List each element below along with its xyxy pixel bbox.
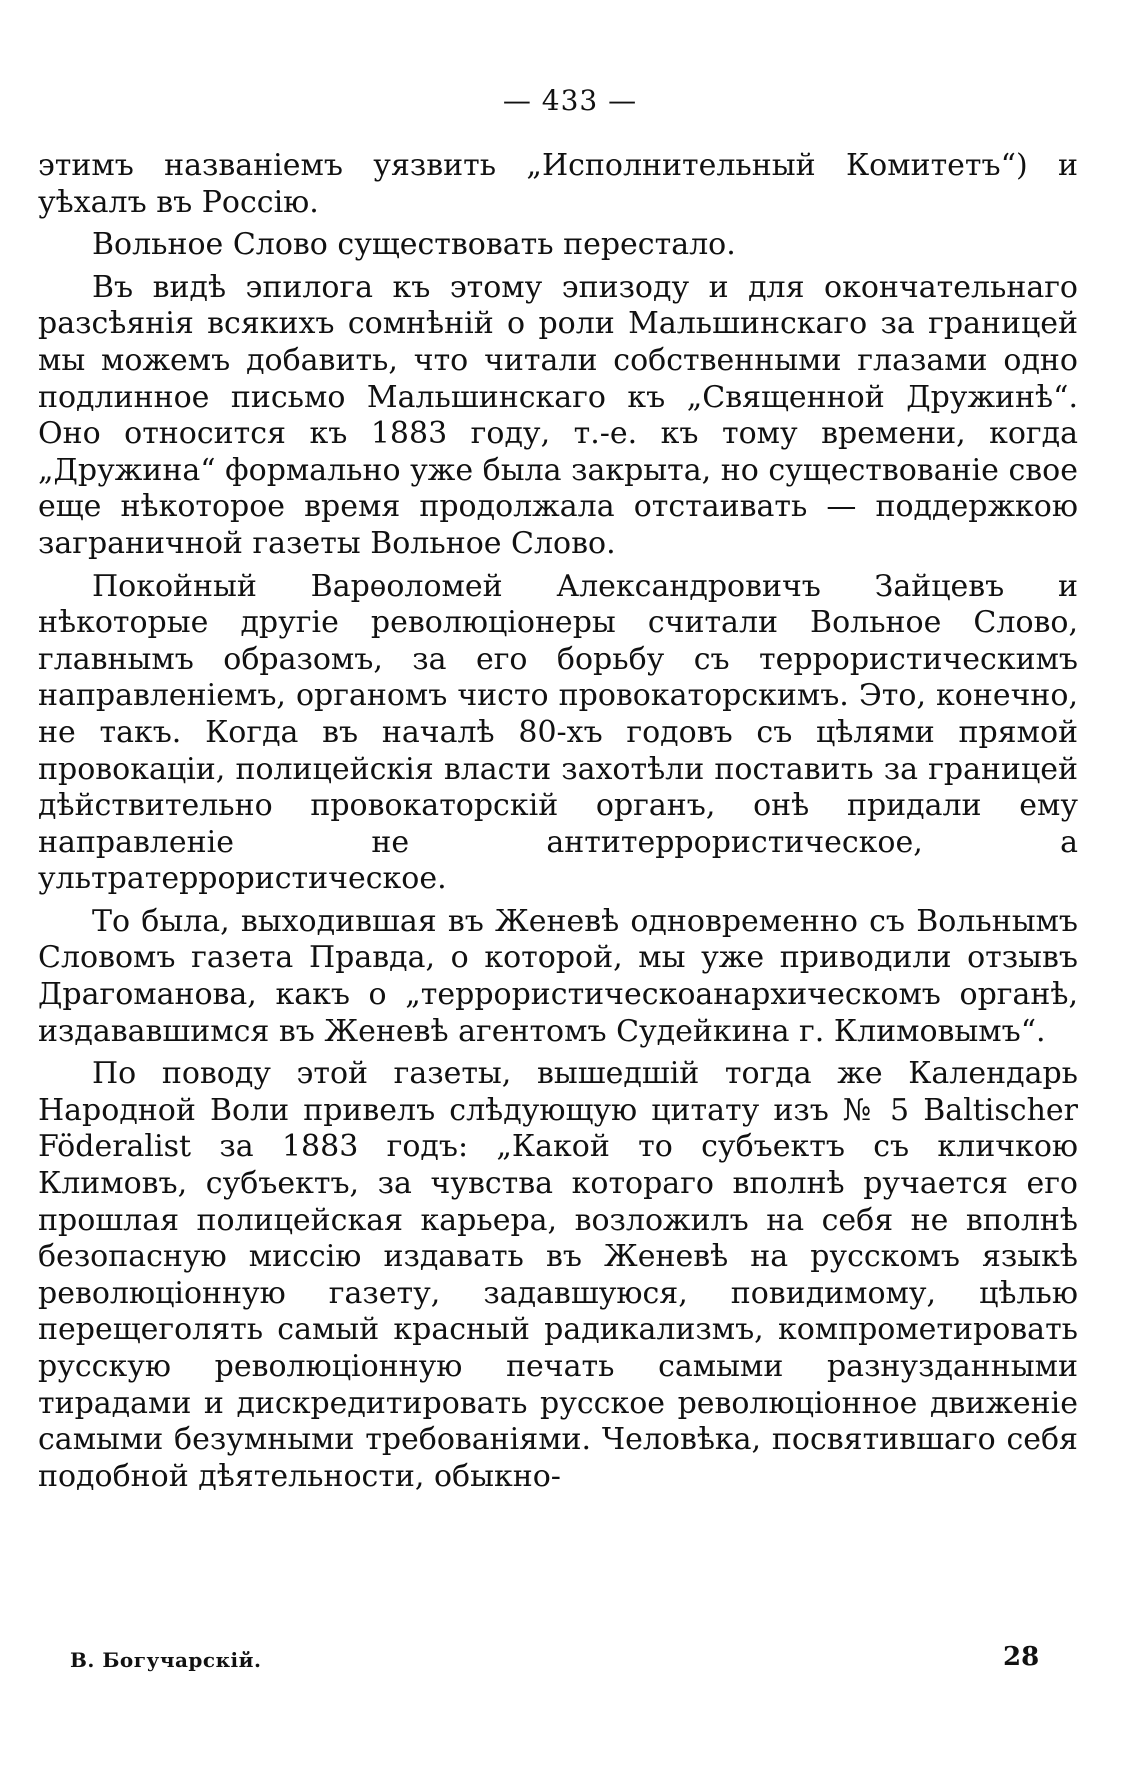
body-text xyxy=(38,148,1078,1501)
paragraph: По поводу этой газеты, вышедшій тогда же Календарь Народной Воли привелъ слѣдующую цитату изъ № 5 Baltischer Föderalist за 1883 годъ: „Какой то субъектъ съ кличкою Климовъ, субъектъ, за чувства котораго вполнѣ ручается его прошлая полицейская карьера, возложилъ на себя не вполнѣ безопасную миссію издавать въ Женевѣ на русскомъ языкѣ революціонную газету, задавшуюся, повидимому, цѣлью перещеголять самый красный радикализмъ, компрометировать русскую революціонную печать самыми разнузданными тирадами и дискредитировать русское революціонное движеніе самыми безумными требованіями. Человѣка, посвятившаго себя подобной дѣятельности, обыкно- xyxy=(38,1056,1078,1494)
footer-author: В. Богучарскій. xyxy=(70,1648,262,1672)
paragraph: Покойный Варѳоломей Александровичъ Зайцевъ и нѣкоторые другіе революціонеры считали Вольное Слово, главнымъ образомъ, за его борьбу съ террористическимъ направленіемъ, органомъ чисто провокаторскимъ. Это, конечно, не такъ. Когда въ началѣ 80-хъ годовъ съ цѣлями прямой провокаціи, полицейскія власти захотѣли поставить за границей дѣйствительно провокаторскій органъ, онѣ придали ему направленіе не антитеррористическое, а ультратеррористическое. xyxy=(38,568,1078,897)
page-number: — 433 — xyxy=(502,84,638,117)
paragraph: То была, выходившая въ Женевѣ одновременно съ Вольнымъ Словомъ газета Правда, о которой, мы уже приводили отзывъ Драгоманова, какъ о „террористическоанархическомъ органѣ, издававшимся въ Женевѣ агентомъ Судейкина г. Климовымъ“. xyxy=(38,903,1078,1049)
signature-mark: 28 xyxy=(1003,1642,1040,1672)
paragraph: Въ видѣ эпилога къ этому эпизоду и для окончательнаго разсѣянія всякихъ сомнѣній о роли Мальшинскаго за границей мы можемъ добавить, что читали собственными глазами одно подлинное письмо Мальшинскаго къ „Священной Дружинѣ“. Оно относится къ 1883 году, т.-е. къ тому времени, когда „Дружина“ формально уже была закрыта, но существованіе свое еще нѣкоторое время продолжала отстаивать — поддержкою заграничной газеты Вольное Слово. xyxy=(38,269,1078,561)
paragraph: Вольное Слово существовать перестало. xyxy=(92,227,736,263)
paragraph: этимъ названіемъ уязвить „Исполнительный Комитетъ“) и уѣхалъ въ Россію. xyxy=(38,148,1078,220)
